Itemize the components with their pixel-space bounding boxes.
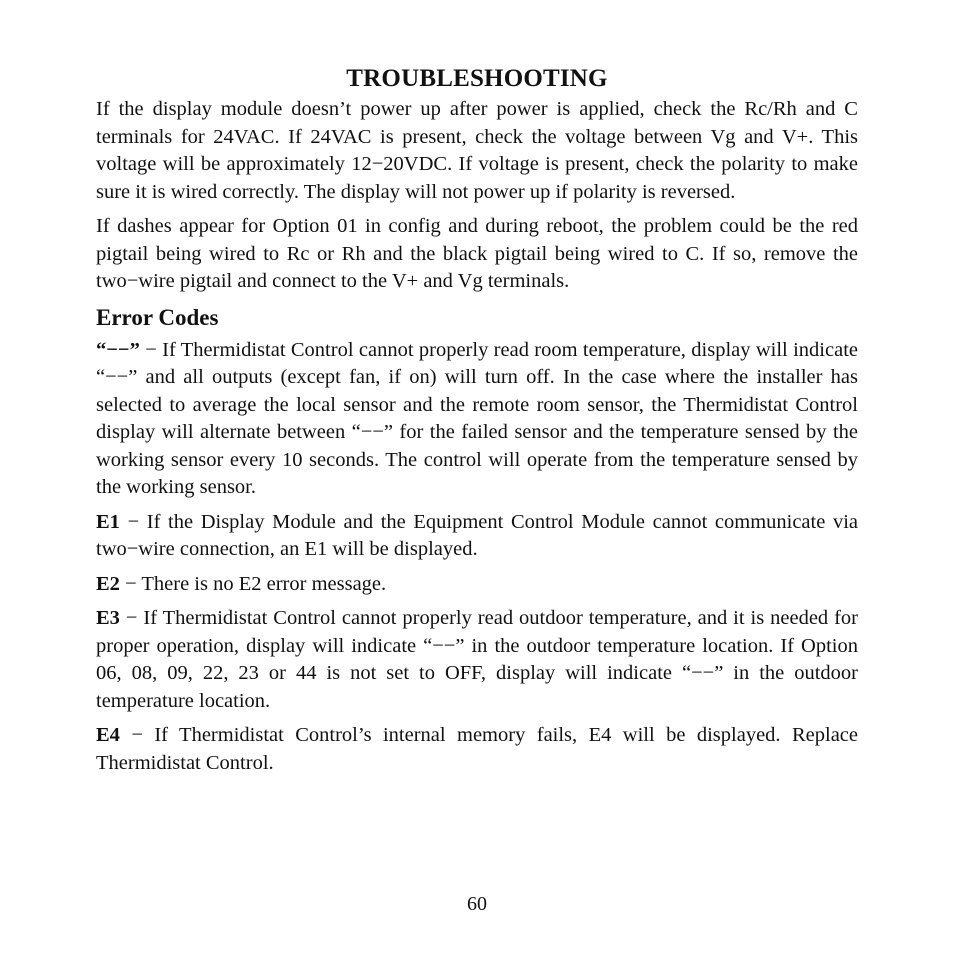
error-codes-heading: Error Codes xyxy=(96,304,219,330)
error-code-description: − If Thermidistat Control cannot properly read room temperature, display will indicate “−−” and all outputs (except fan, if on) will turn off. In the case where the installer has selected to average the local sensor and the remote room sensor, the Thermidistat Control display will alternate between “−−” for the failed sensor and the temperature sensed by the working sensor every 10 seconds. The control will operate from the temperature sensed by the working sensor. xyxy=(96,338,858,498)
error-code-description: − If Thermidistat Control’s internal memory fails, E4 will be displayed. Replace Thermidistat Control. xyxy=(96,724,858,774)
page-title: TROUBLESHOOTING xyxy=(346,65,608,92)
error-code-label: E3 xyxy=(96,607,120,629)
error-code-label: E2 xyxy=(96,572,120,595)
document-page xyxy=(96,62,858,784)
intro-paragraph-dashes: If dashes appear for Option 01 in config and during reboot, the problem could be the red pigtail being wired to Rc or Rh and the black pigtail being wired to C. If so, remove the two−wire pigtail and connect to the V+ and Vg terminals. xyxy=(96,215,858,292)
error-code-description: − There is no E2 error message. xyxy=(119,572,387,595)
error-code-description: − If the Display Module and the Equipment Control Module cannot communicate via two−wire connection, an E1 will be displayed. xyxy=(96,510,858,560)
error-code-e4 xyxy=(96,722,858,777)
error-code-e2 xyxy=(96,571,858,599)
error-code-e3 xyxy=(96,605,858,715)
page-number: 60 xyxy=(467,893,487,915)
error-code-label: “−−” xyxy=(96,338,140,361)
error-code-description: − If Thermidistat Control cannot properly read outdoor temperature, and it is needed for proper operation, display will indicate “−−” in the outdoor temperature location. If Option 06, 08, 09, 22, 23 or 44 is not set to OFF, display will indicate “−−” in the outdoor temperature location. xyxy=(96,607,858,712)
error-code-e1 xyxy=(96,509,858,564)
error-code-label: E1 xyxy=(96,510,120,533)
error-code-dashes xyxy=(96,337,858,502)
intro-paragraph-power: If the display module doesn’t power up after power is applied, check the Rc/Rh and C terminals for 24VAC. If 24VAC is present, check the voltage between Vg and V+. This voltage will be approximately 12−20VDC. If voltage is present, check the polarity to make sure it is wired correctly. The display will not power up if polarity is reversed. xyxy=(96,98,858,203)
error-code-label: E4 xyxy=(96,724,120,746)
